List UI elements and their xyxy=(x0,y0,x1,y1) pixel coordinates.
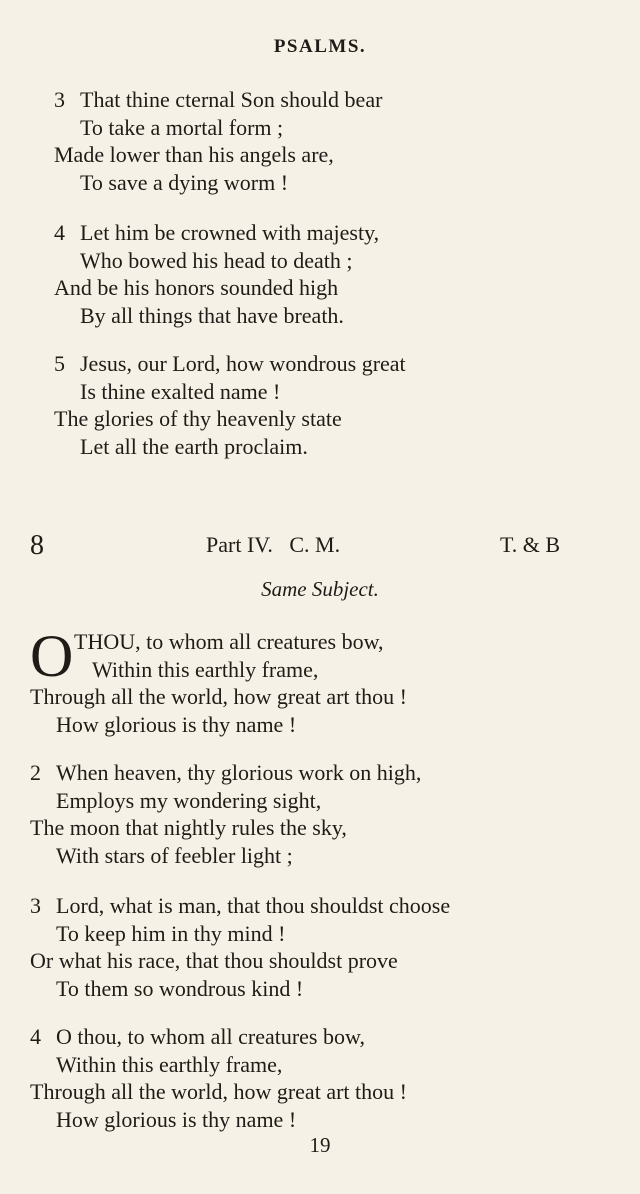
stanza-line: 5 Jesus, our Lord, how wondrous great xyxy=(54,351,406,376)
stanza-top-5 xyxy=(0,350,640,460)
stanza-number: 5 xyxy=(54,351,65,376)
stanza-line: Within this earthly frame, xyxy=(92,656,319,682)
hymn-stanza-2 xyxy=(0,759,640,869)
hymn-subject: Same Subject. xyxy=(261,577,379,601)
stanza-line: 3 Lord, what is man, that thou shouldst choose xyxy=(30,893,451,918)
stanza-line: 4 Let him be crowned with majesty, xyxy=(54,220,380,245)
stanza-line: Let all the earth proclaim. xyxy=(80,433,308,459)
drop-cap: O xyxy=(30,623,74,689)
stanza-line: How glorious is thy name ! xyxy=(56,711,297,737)
hymn-tune: T. & B xyxy=(500,532,561,557)
stanza-top-4 xyxy=(0,219,640,329)
stanza-line: How glorious is thy name ! xyxy=(56,1106,297,1132)
stanza-line: With stars of feebler light ; xyxy=(56,842,293,868)
stanza-line: By all things that have breath. xyxy=(80,302,344,328)
page-number: 19 xyxy=(309,1133,331,1157)
stanza-line: To save a dying worm ! xyxy=(80,169,289,195)
stanza-line: 3 That thine cternal Son should bear xyxy=(54,87,383,112)
stanza-line: To them so wondrous kind ! xyxy=(56,975,304,1001)
stanza-line: And be his honors sounded high xyxy=(54,275,339,300)
stanza-line: Who bowed his head to death ; xyxy=(80,247,353,273)
stanza-line: To keep him in thy mind ! xyxy=(56,920,286,946)
hymn-heading xyxy=(30,530,590,560)
stanza-line: 4 O thou, to whom all creatures bow, xyxy=(30,1024,365,1049)
stanza-number: 3 xyxy=(54,87,65,112)
hymn-stanza-4 xyxy=(0,1023,640,1133)
stanza-line: Through all the world, how great art thou ! xyxy=(30,684,407,709)
hymn-number: 8 xyxy=(30,530,44,561)
stanza-line: To take a mortal form ; xyxy=(80,114,284,140)
hymn-stanza-3 xyxy=(0,892,640,1002)
stanza-number: 4 xyxy=(54,220,65,245)
stanza-number: 2 xyxy=(30,760,41,785)
stanza-line: Through all the world, how great art thou ! xyxy=(30,1079,407,1104)
page-header: PSALMS. xyxy=(273,36,367,57)
stanza-line: Is thine exalted name ! xyxy=(80,378,281,404)
stanza-line: THOU, to whom all creatures bow, xyxy=(74,629,384,654)
stanza-number: 3 xyxy=(30,893,41,918)
stanza-line: Or what his race, that thou shouldst prove xyxy=(30,948,398,973)
hymn-stanza-1 xyxy=(0,623,640,738)
stanza-line: Made lower than his angels are, xyxy=(54,142,334,167)
stanza-top-3 xyxy=(0,86,640,196)
stanza-line: Within this earthly frame, xyxy=(56,1051,283,1077)
stanza-line: 2 When heaven, thy glorious work on high, xyxy=(30,760,422,785)
hymn-part: Part IV. C. M. xyxy=(206,532,341,557)
stanza-line: The moon that nightly rules the sky, xyxy=(30,815,347,840)
stanza-line: The glories of thy heavenly state xyxy=(54,406,342,431)
stanza-number: 4 xyxy=(30,1024,41,1049)
stanza-line: Employs my wondering sight, xyxy=(56,787,322,813)
